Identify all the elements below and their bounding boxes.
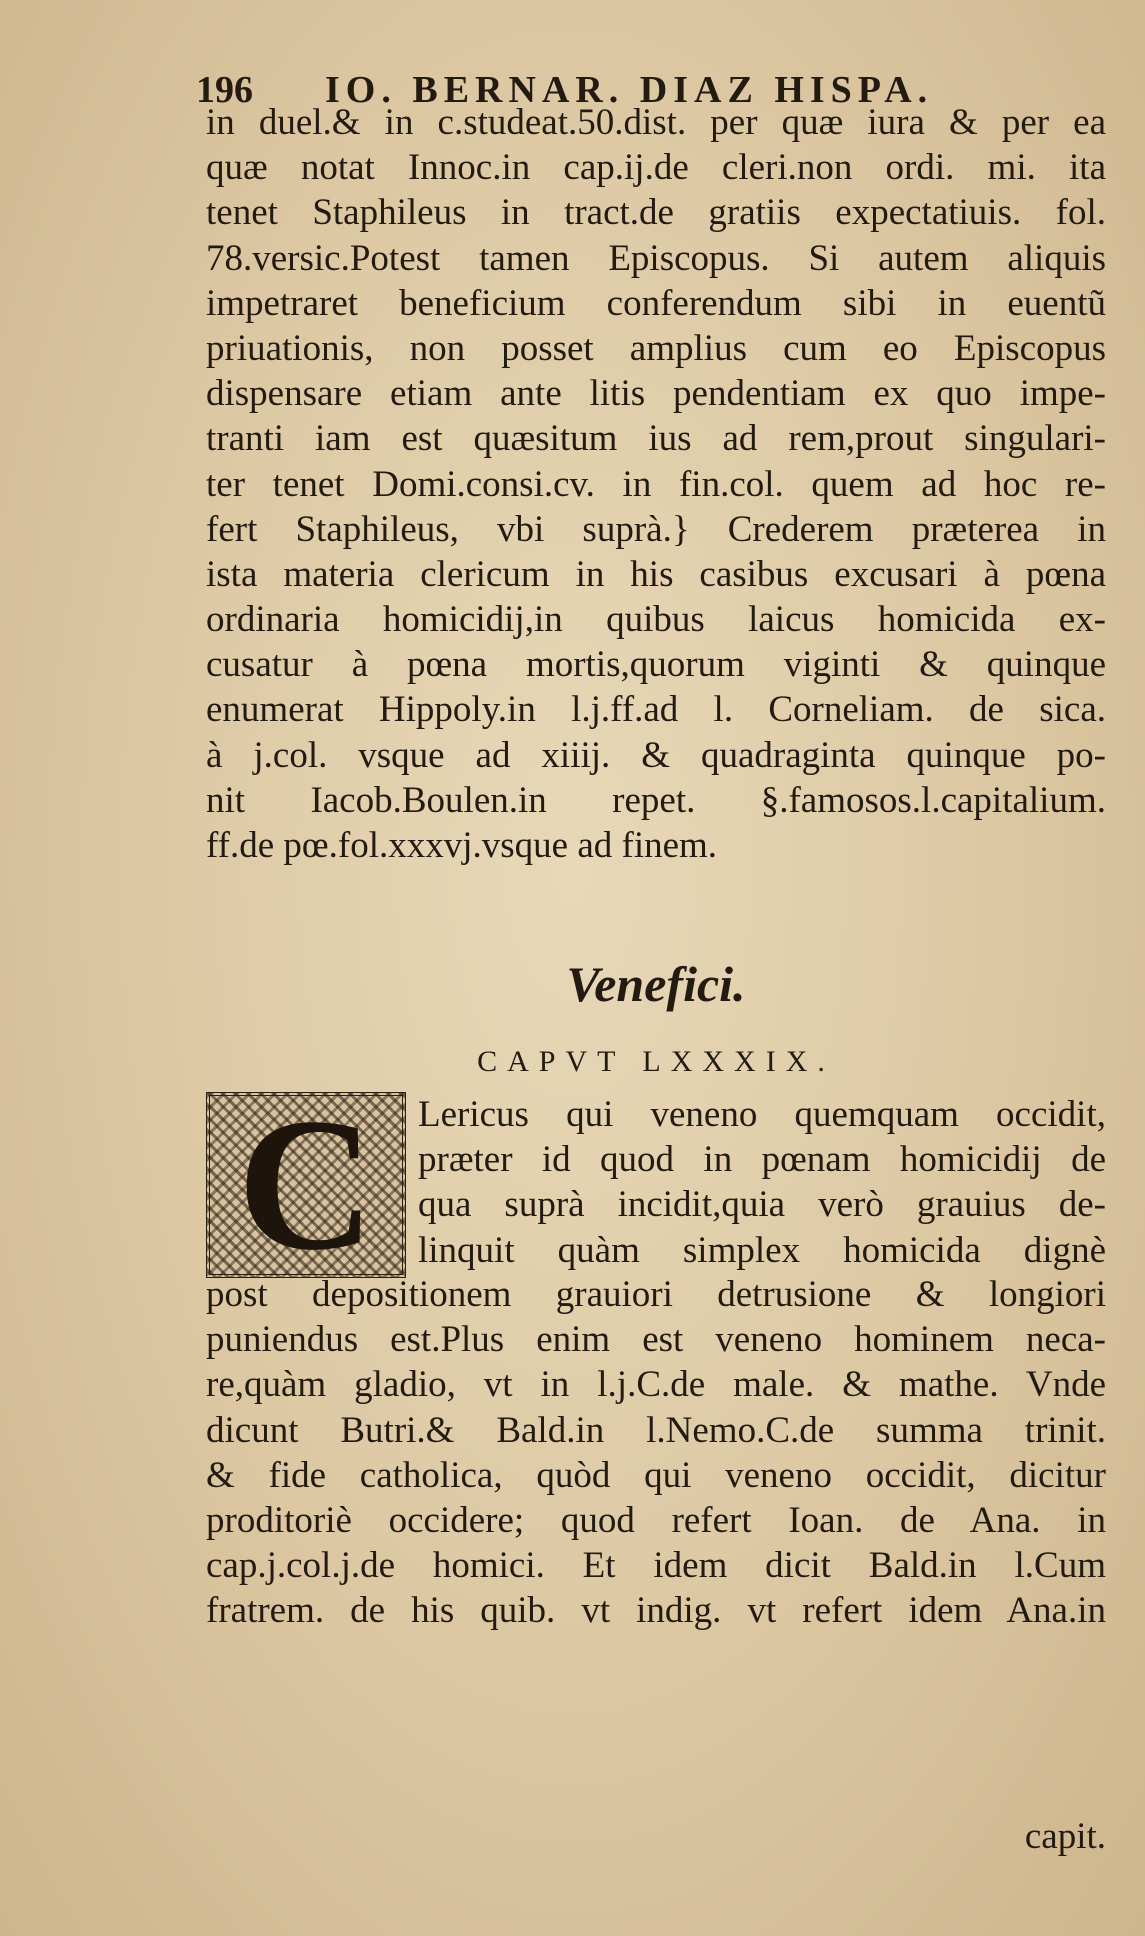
text-line: cap.j.col.j.de homici. Et idem dicit Bald.in l.Cum [206,1545,1106,1587]
top-paragraph [206,100,1106,868]
chapter-heading: CAPVT LXXXIX. [477,1045,835,1078]
text-line: cusatur à pœna mortis,quorum viginti & quinque [206,644,1106,686]
text-line: impetraret beneficium conferendum sibi in euentũ [206,282,1106,324]
text-line: ter tenet Domi.consi.cv. in fin.col. quem ad hoc re- [206,463,1106,505]
text-line: nit Iacob.Boulen.in repet. §.famosos.l.capitalium. [206,779,1106,821]
text-line: fert Staphileus, vbi suprà.} Crederem præterea in [206,508,1106,550]
page-number: 196 [196,69,253,111]
chapter-paragraph [206,1272,1106,1634]
catchword-row [206,1814,1106,1859]
text-line: quæ notat Innoc.in cap.ij.de cleri.non ordi. mi. ita [206,147,1106,189]
text-line: ista materia clericum in his casibus excusari à pœna [206,553,1106,595]
text-line: puniendus est.Plus enim est veneno hominem neca- [206,1319,1106,1361]
catchword: capit. [1024,1816,1106,1857]
text-line: post depositionem grauiori detrusione & longiori [206,1274,1106,1315]
text-line: ordinaria homicidij,in quibus laicus homicida ex- [206,599,1106,641]
drop-cap-lines [418,1092,1106,1273]
decorated-initial [206,1080,406,1290]
text-line: ff.de pœ.fol.xxxvj.vsque ad finem. [206,825,718,866]
text-line: proditoriè occidere; quod refert Ioan. de Ana. in [206,1499,1106,1541]
text-line: & fide catholica, quòd qui veneno occidit, dicitur [206,1454,1106,1496]
text-line: linquit quàm simplex homicida dignè [418,1229,1106,1271]
text-line: fratrem. de his quib. vt indig. vt refert idem Ana.in [206,1590,1106,1632]
text-line: enumerat Hippoly.in l.j.ff.ad l. Corneliam. de sica. [206,689,1106,731]
text-line: præter id quod in pœnam homicidij de [418,1139,1106,1181]
text-line: 78.versic.Potest tamen Episcopus. Si autem aliquis [206,237,1106,279]
text-line: dispensare etiam ante litis pendentiam ex quo impe- [206,373,1106,415]
initial-letter: C [237,1080,375,1290]
text-line: in duel.& in c.studeat.50.dist. per quæ iura & per ea [206,102,1106,143]
text-line: re,quàm gladio, vt in l.j.C.de male. & mathe. Vnde [206,1364,1106,1406]
text-line: à j.col. vsque ad xiiij. & quadraginta quinque po- [206,734,1106,776]
running-title: IO. BERNAR. DIAZ HISPA. [325,69,934,111]
text-line: Lericus qui veneno quemquam occidit, [418,1094,1106,1135]
text-line: tranti iam est quæsitum ius ad rem,prout singulari- [206,418,1106,460]
text-line: qua suprà incidit,quia verò grauius de- [418,1184,1106,1226]
text-line: dicunt Butri.& Bald.in l.Nemo.C.de summa trinit. [206,1409,1106,1451]
section-title: Venefici. [566,956,746,1012]
text-line: tenet Staphileus in tract.de gratiis expectatiuis. fol. [206,192,1106,234]
text-line: priuationis, non posset amplius cum eo Episcopus [206,327,1106,369]
